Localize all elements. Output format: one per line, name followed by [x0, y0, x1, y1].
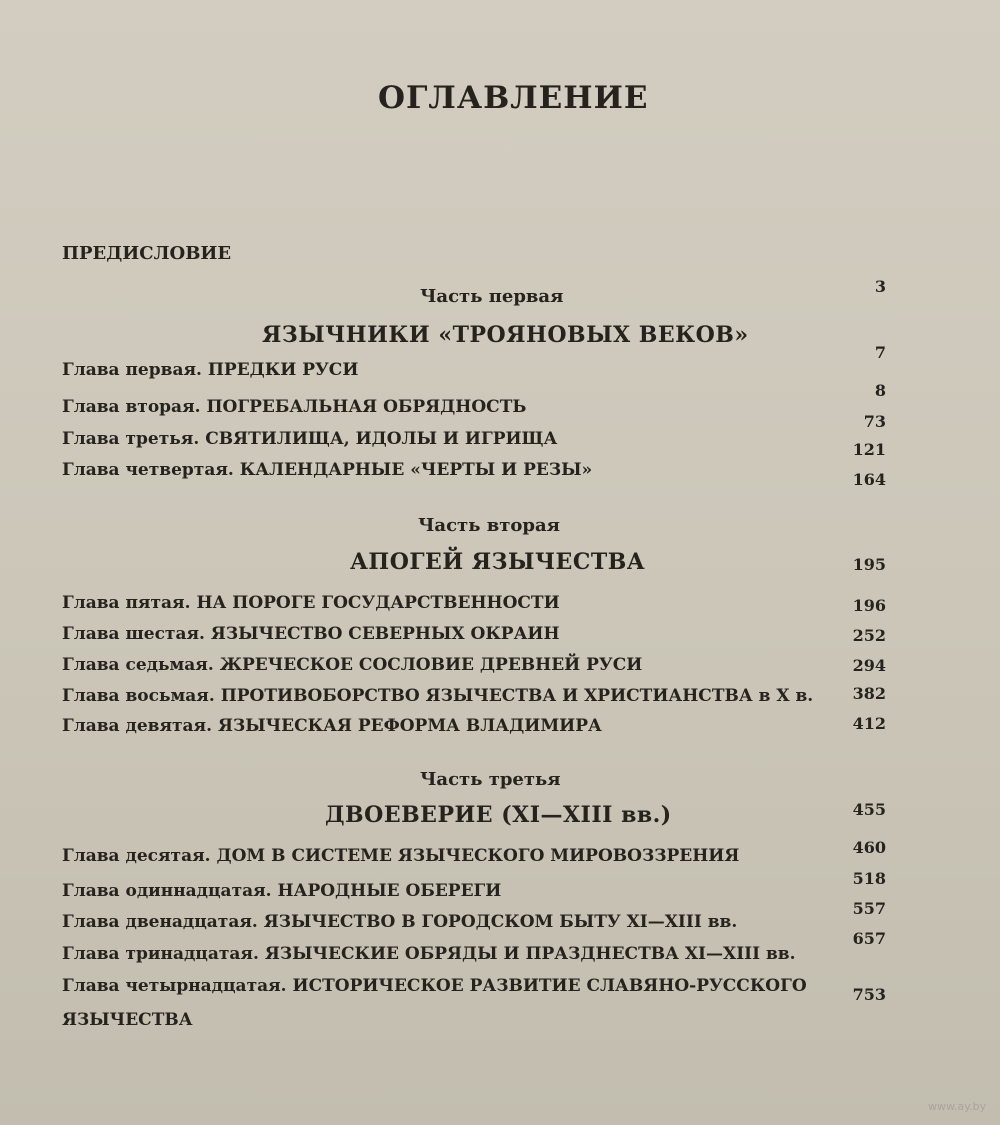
page-number: 196 — [852, 596, 886, 615]
page-number: 164 — [852, 470, 886, 489]
part-3-label: Часть третья — [420, 769, 561, 790]
page-number: 121 — [852, 440, 886, 459]
part-1-title: ЯЗЫЧНИКИ «ТРОЯНОВЫХ ВЕКОВ» — [262, 322, 749, 348]
page-number: 73 — [863, 412, 886, 431]
page-number: 8 — [874, 381, 886, 400]
page-number: 382 — [852, 684, 886, 703]
chapter-13: Глава тринадцатая. ЯЗЫЧЕСКИЕ ОБРЯДЫ И ПРАЗДНЕСТВА XI—XIII вв. — [62, 944, 796, 964]
page-number: 294 — [852, 656, 886, 675]
page-number: 557 — [852, 899, 886, 918]
chapter-2: Глава вторая. ПОГРЕБАЛЬНАЯ ОБРЯДНОСТЬ — [62, 397, 527, 417]
chapter-8: Глава восьмая. ПРОТИВОБОРСТВО ЯЗЫЧЕСТВА И ХРИСТИАНСТВА в X в. — [62, 686, 814, 706]
chapter-9: Глава девятая. ЯЗЫЧЕСКАЯ РЕФОРМА ВЛАДИМИРА — [62, 716, 602, 736]
chapter-11: Глава одиннадцатая. НАРОДНЫЕ ОБЕРЕГИ — [62, 881, 502, 901]
page-number: 455 — [852, 800, 886, 819]
page-number: 518 — [852, 869, 886, 888]
chapter-4: Глава четвертая. КАЛЕНДАРНЫЕ «ЧЕРТЫ И РЕЗЫ» — [62, 460, 593, 480]
chapter-14-line-2: ЯЗЫЧЕСТВА — [62, 1010, 193, 1030]
part-1-label: Часть первая — [420, 286, 564, 307]
chapter-12: Глава двенадцатая. ЯЗЫЧЕСТВО В ГОРОДСКОМ БЫТУ XI—XIII вв. — [62, 912, 738, 932]
page-number: 195 — [852, 555, 886, 574]
chapter-5: Глава пятая. НА ПОРОГЕ ГОСУДАРСТВЕННОСТИ — [62, 593, 560, 613]
chapter-6: Глава шестая. ЯЗЫЧЕСТВО СЕВЕРНЫХ ОКРАИН — [62, 624, 560, 644]
chapter-14: Глава четырнадцатая. ИСТОРИЧЕСКОЕ РАЗВИТИЕ СЛАВЯНО-РУССКОГО — [62, 976, 807, 996]
chapter-7: Глава седьмая. ЖРЕЧЕСКОЕ СОСЛОВИЕ ДРЕВНЕЙ РУСИ — [62, 655, 643, 675]
part-3-title: ДВОЕВЕРИЕ (XI—XIII вв.) — [325, 802, 672, 828]
preface-entry: ПРЕДИСЛОВИЕ — [62, 243, 232, 264]
part-2-title: АПОГЕЙ ЯЗЫЧЕСТВА — [350, 549, 646, 575]
page-title: ОГЛАВЛЕНИЕ — [378, 80, 649, 116]
page-number: 252 — [852, 626, 886, 645]
page-number: 753 — [852, 985, 886, 1004]
part-2-label: Часть вторая — [418, 515, 560, 536]
page-number: 412 — [852, 714, 886, 733]
page-number: 3 — [874, 277, 886, 296]
page-number: 460 — [852, 838, 886, 857]
chapter-1: Глава первая. ПРЕДКИ РУСИ — [62, 360, 359, 380]
page-number: 7 — [874, 343, 886, 362]
chapter-3: Глава третья. СВЯТИЛИЩА, ИДОЛЫ И ИГРИЩА — [62, 429, 558, 449]
watermark: www.ay.by — [928, 1100, 987, 1113]
chapter-10: Глава десятая. ДОМ В СИСТЕМЕ ЯЗЫЧЕСКОГО МИРОВОЗЗРЕНИЯ — [62, 846, 740, 866]
page-number: 657 — [852, 929, 886, 948]
